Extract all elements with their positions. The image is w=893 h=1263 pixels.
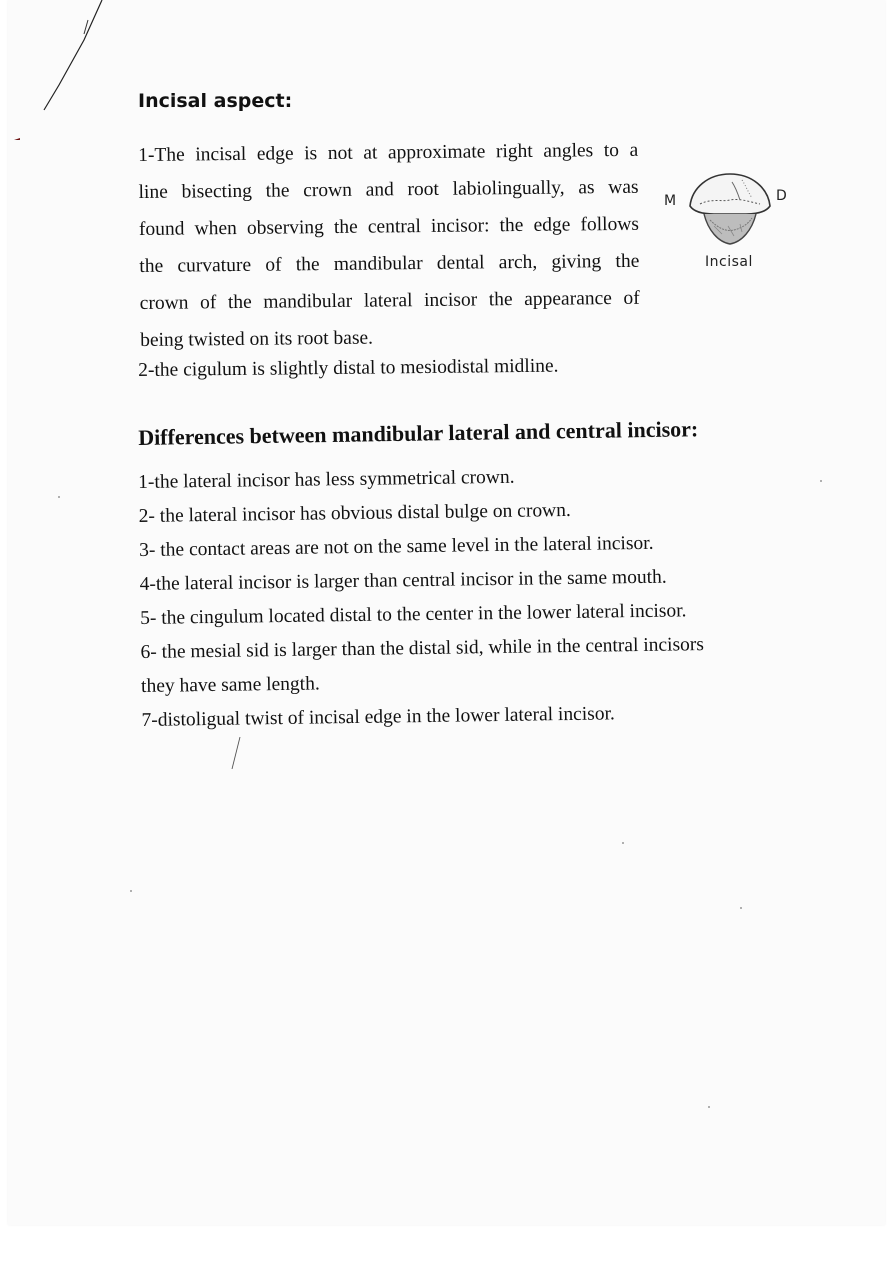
paragraph-line: being twisted on its root base. xyxy=(140,327,374,351)
list-item: 5- the cingulum located distal to the center in the lower lateral incisor. xyxy=(139,600,687,629)
list-item: 6- the mesial sid is larger than the distal sid, while in the central incisors xyxy=(140,634,705,663)
differences-list xyxy=(138,457,782,738)
list-item: 3- the contact areas are not on the same level in the lateral incisor. xyxy=(139,532,654,561)
scan-speck xyxy=(740,907,742,909)
scan-speck xyxy=(130,890,132,892)
incisal-view-figure xyxy=(660,168,795,278)
mesial-label: M xyxy=(664,193,677,209)
incisal-aspect-paragraph-2: 2-the cigulum is slightly distal to mesiodistal midline. xyxy=(138,355,559,381)
paragraph-line: line bisecting the crown and root labiolingually, as was xyxy=(138,176,639,203)
differences-heading: Differences between mandibular lateral and central incisor: xyxy=(138,416,699,450)
paragraph-line: crown of the mandibular lateral incisor the appearance of xyxy=(139,287,640,314)
list-item: 1-the lateral incisor has less symmetrical crown. xyxy=(138,466,515,493)
list-item: they have same length. xyxy=(140,673,320,697)
incisal-aspect-paragraph-1 xyxy=(138,132,640,359)
paragraph-line: found when observing the central incisor: the edge follows xyxy=(138,213,640,240)
scan-speck xyxy=(58,496,60,498)
scan-speck xyxy=(820,480,822,482)
figure-caption: Incisal xyxy=(705,254,753,270)
pencil-mark xyxy=(230,737,242,769)
paragraph-line: the curvature of the mandibular dental arch, giving the xyxy=(139,250,640,277)
list-item: 4-the lateral incisor is larger than central incisor in the same mouth. xyxy=(139,566,667,595)
paragraph-line: 1-The incisal edge is not at approximate right angles to a xyxy=(138,139,639,166)
scan-edge-mark xyxy=(14,0,104,140)
incisal-aspect-heading: Incisal aspect: xyxy=(138,90,293,112)
list-item: 7-distoligual twist of incisal edge in the lower lateral incisor. xyxy=(141,703,615,731)
incisor-crown-outline-icon xyxy=(682,168,778,252)
list-item: 2- the lateral incisor has obvious distal bulge on crown. xyxy=(138,499,571,527)
scan-speck xyxy=(622,842,624,844)
distal-label: D xyxy=(776,188,787,204)
scan-speck xyxy=(708,1106,710,1108)
